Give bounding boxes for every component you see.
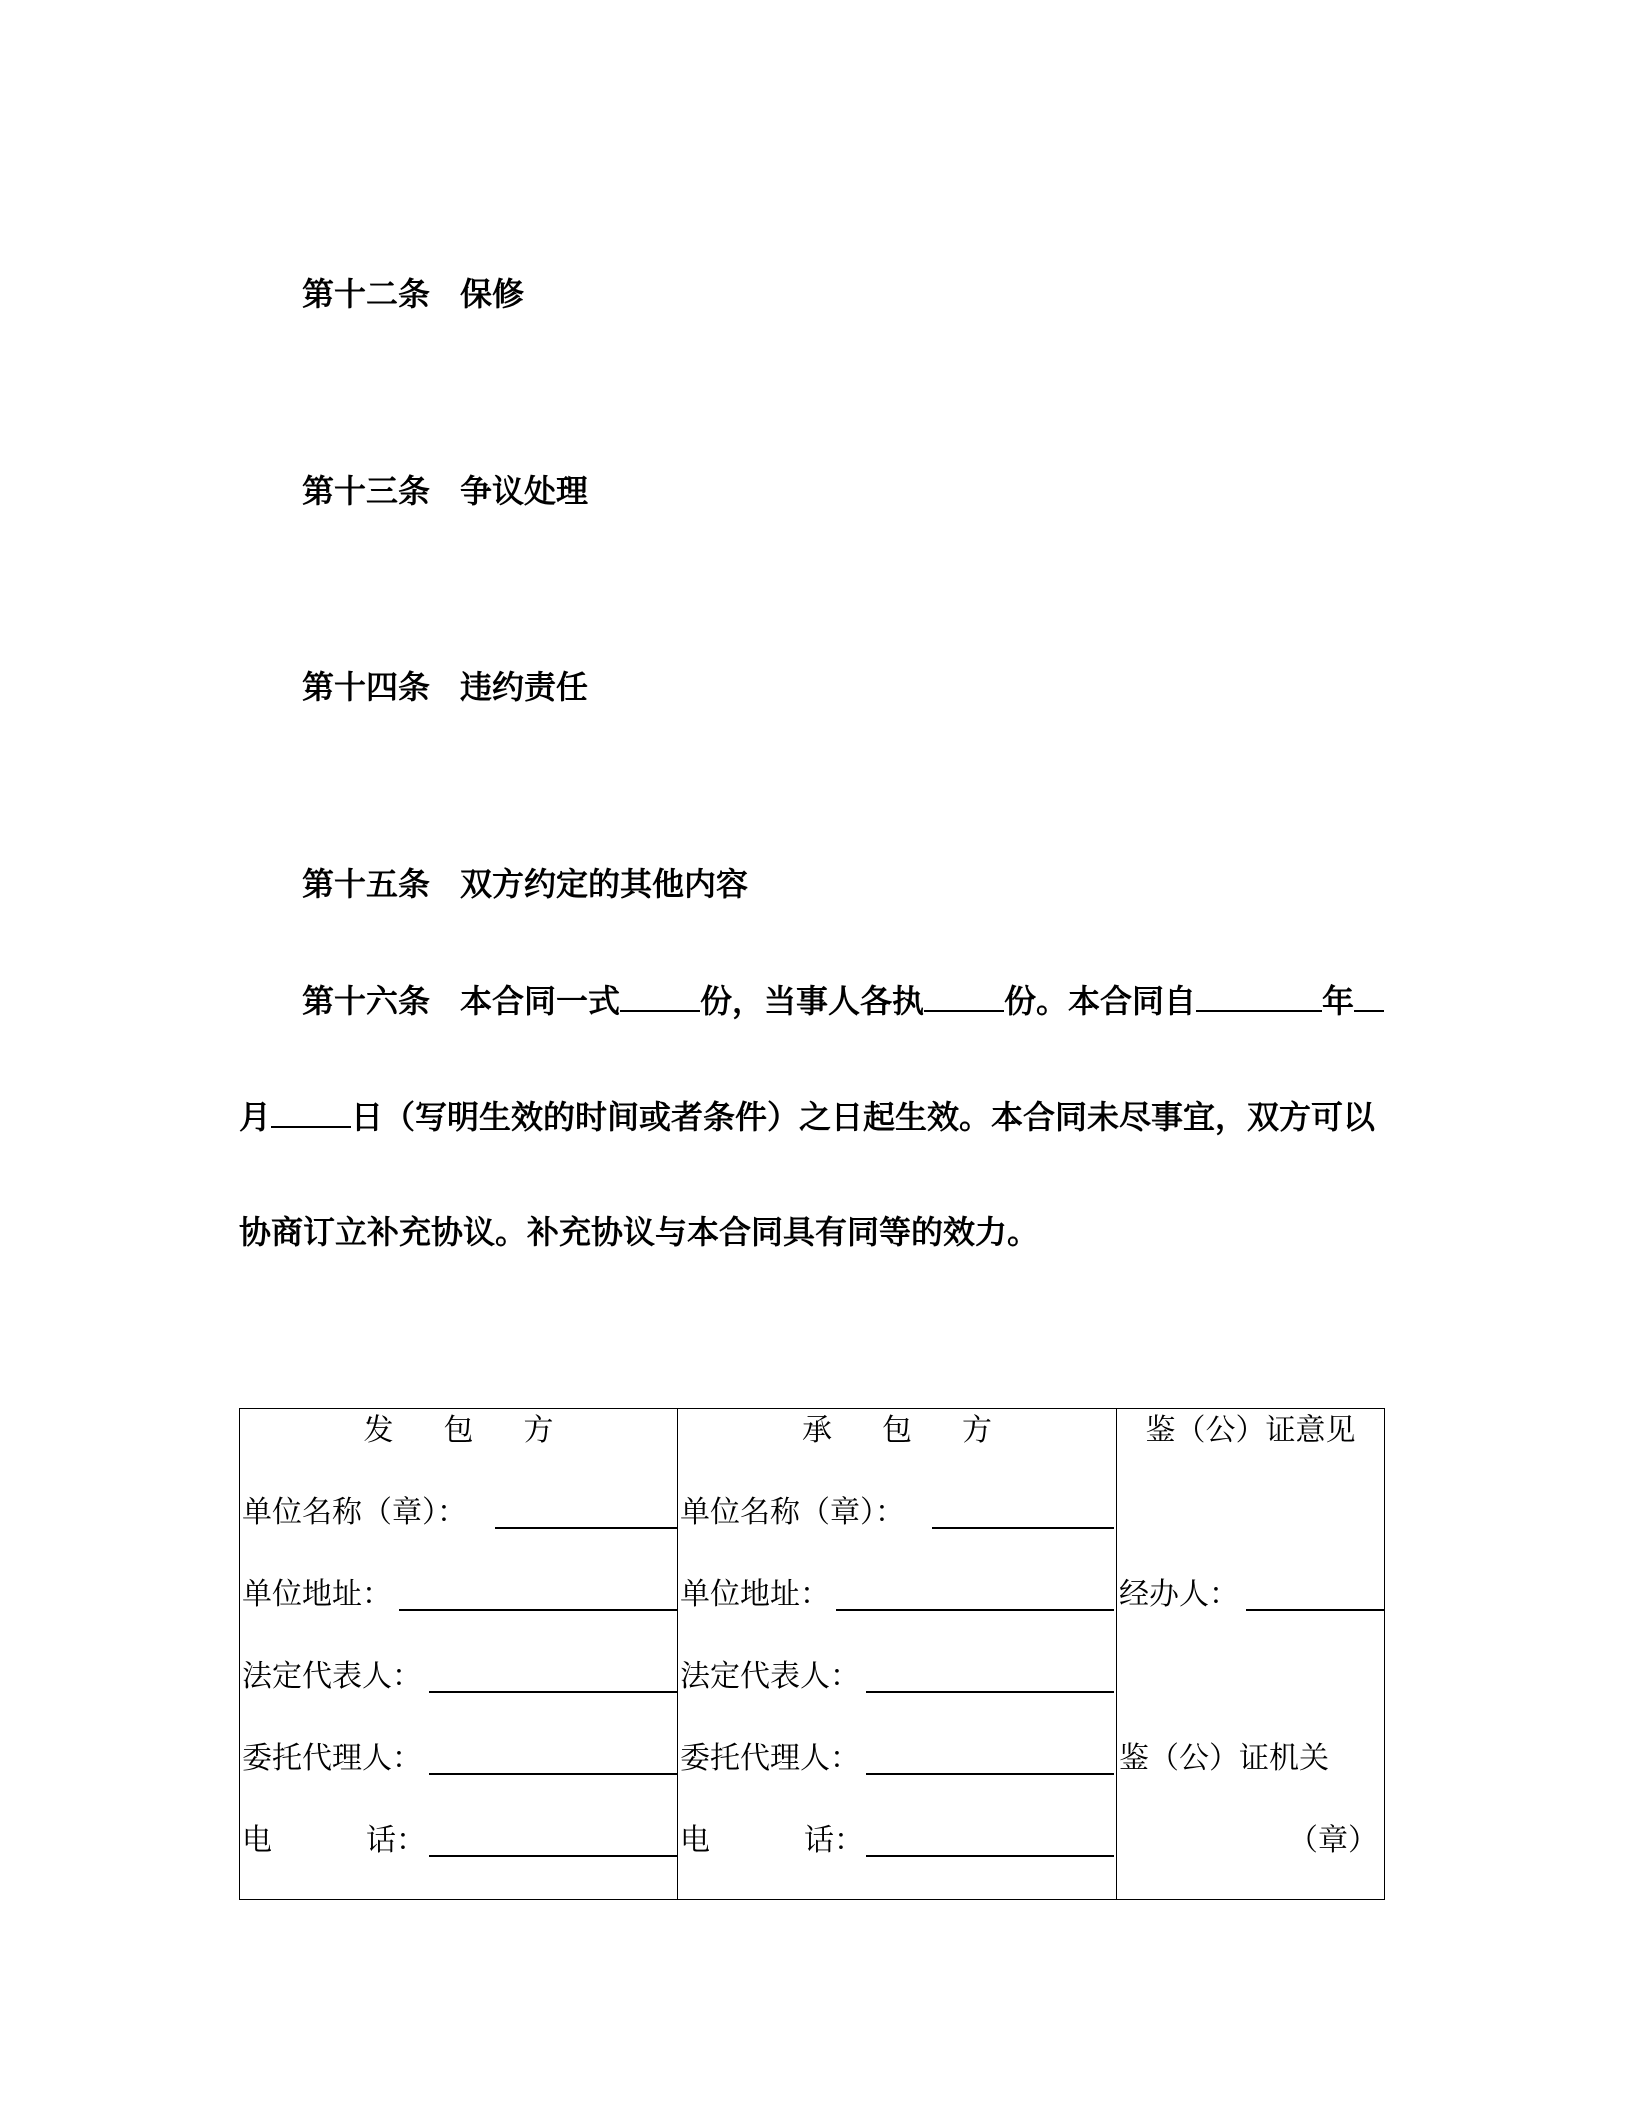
- party-b-agent-row: [678, 1739, 1116, 1779]
- legal-rep-label: 法定代表人：: [242, 1659, 422, 1694]
- handler-field[interactable]: [1246, 1609, 1384, 1611]
- notary-seal-row: [1117, 1821, 1384, 1861]
- phone-label-part-2: 话：: [366, 1823, 426, 1858]
- article-number: 第十三条: [302, 472, 431, 510]
- notary-authority-row: [1117, 1739, 1384, 1779]
- copies-each-blank[interactable]: [924, 980, 1004, 1012]
- seal-label: （章）: [1288, 1823, 1378, 1858]
- notary-header: 鉴（公）证意见: [1145, 1413, 1356, 1448]
- month-blank-start[interactable]: [1354, 980, 1384, 1012]
- unit-name-label: 单位名称（章）：: [242, 1495, 467, 1530]
- phone-label-part-1: 电: [680, 1823, 710, 1858]
- article-text: 份。本合同自: [1004, 982, 1197, 1020]
- party-a-address-row: [240, 1575, 677, 1615]
- notary-handler-row: [1117, 1575, 1384, 1615]
- copies-blank[interactable]: [620, 980, 700, 1012]
- party-a-column: [240, 1409, 678, 1899]
- legal-rep-field[interactable]: [866, 1691, 1114, 1693]
- party-a-unit-name-row: [240, 1493, 677, 1533]
- authority-label: 鉴（公）证机关: [1119, 1741, 1329, 1776]
- address-label: 单位地址：: [242, 1577, 392, 1612]
- article-title: 保修: [460, 275, 525, 313]
- article-title: 违约责任: [460, 668, 589, 706]
- notary-column: [1117, 1409, 1384, 1899]
- party-b-address-row: [678, 1575, 1116, 1615]
- party-b-header: 承包方: [802, 1413, 1042, 1448]
- unit-name-field[interactable]: [495, 1527, 677, 1529]
- year-blank[interactable]: [1196, 980, 1322, 1012]
- article-text: 日（写明生效的时间或者条件）之日起生效。本合同未尽事宜，双方可以: [351, 1098, 1376, 1136]
- address-field[interactable]: [399, 1609, 677, 1611]
- party-b-column: [678, 1409, 1117, 1899]
- article-12: [302, 274, 524, 314]
- article-14: [302, 667, 588, 707]
- article-title: 双方约定的其他内容: [460, 865, 749, 903]
- unit-name-label: 单位名称（章）：: [680, 1495, 905, 1530]
- article-number: 第十五条: [302, 865, 431, 903]
- phone-field[interactable]: [429, 1855, 677, 1857]
- article-number: 第十四条: [302, 668, 431, 706]
- agent-label: 委托代理人：: [242, 1741, 422, 1776]
- article-16-line-1: [302, 980, 1384, 1021]
- address-label: 单位地址：: [680, 1577, 830, 1612]
- address-field[interactable]: [836, 1609, 1114, 1611]
- phone-field[interactable]: [866, 1855, 1114, 1857]
- article-16-line-2: [239, 1096, 1375, 1137]
- party-a-agent-row: [240, 1739, 677, 1779]
- phone-label-part-1: 电: [242, 1823, 272, 1858]
- article-title: 争议处理: [460, 472, 589, 510]
- party-a-header: 发包方: [363, 1413, 604, 1448]
- agent-field[interactable]: [429, 1773, 677, 1775]
- article-number: 第十六条: [302, 982, 431, 1020]
- agent-label: 委托代理人：: [680, 1741, 860, 1776]
- handler-label: 经办人：: [1119, 1577, 1239, 1612]
- article-text: 份，当事人各执: [700, 982, 925, 1020]
- article-13: [302, 471, 588, 511]
- party-b-unit-name-row: [678, 1493, 1116, 1533]
- party-b-legal-rep-row: [678, 1657, 1116, 1697]
- legal-rep-field[interactable]: [429, 1691, 677, 1693]
- party-a-legal-rep-row: [240, 1657, 677, 1697]
- article-16-line-3: [239, 1212, 1039, 1252]
- party-b-phone-row: [678, 1821, 1116, 1861]
- party-a-phone-row: [240, 1821, 677, 1861]
- article-15: [302, 864, 748, 904]
- phone-label-part-2: 话：: [804, 1823, 864, 1858]
- article-text: 月: [239, 1098, 272, 1136]
- unit-name-field[interactable]: [932, 1527, 1114, 1529]
- legal-rep-label: 法定代表人：: [680, 1659, 860, 1694]
- article-text: 年: [1322, 982, 1355, 1020]
- agent-field[interactable]: [866, 1773, 1114, 1775]
- day-blank[interactable]: [271, 1096, 351, 1128]
- article-number: 第十二条: [302, 275, 431, 313]
- signature-table: [239, 1408, 1385, 1900]
- article-text: 协商订立补充协议。补充协议与本合同具有同等的效力。: [239, 1213, 1040, 1251]
- article-text: 本合同一式: [460, 982, 621, 1020]
